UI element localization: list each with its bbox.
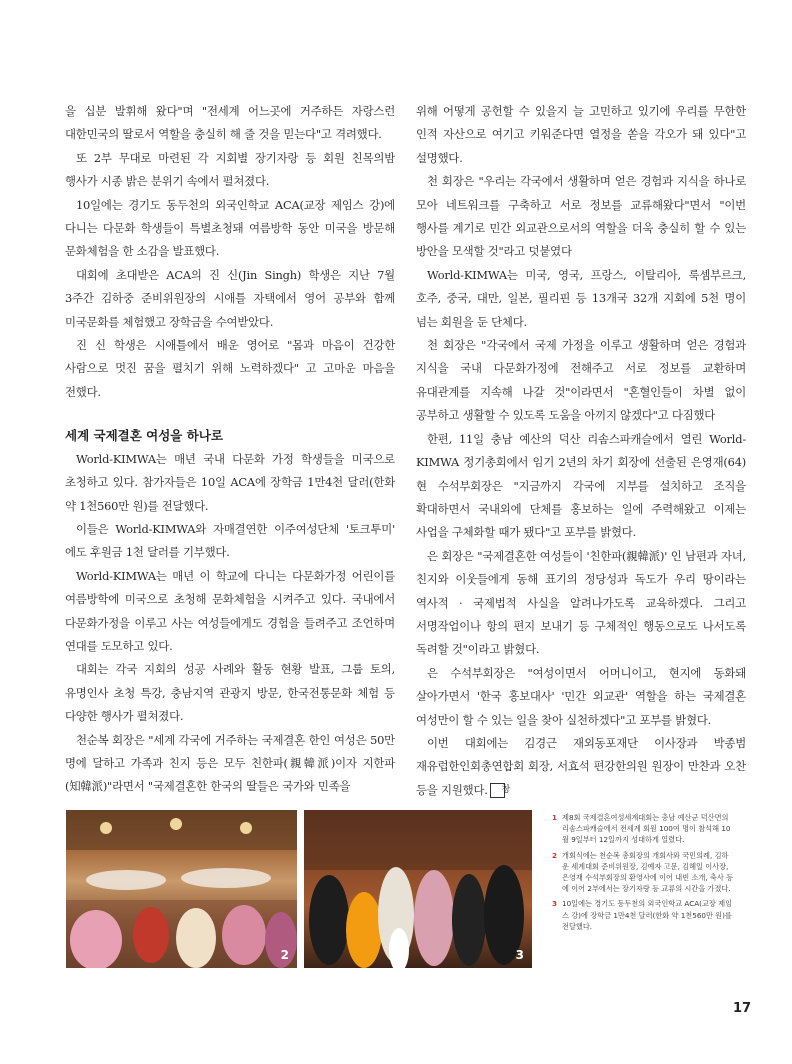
body-paragraph: 은 수석부회장은 "여성이면서 어머니이고, 현지에 동화돼 살아가면서 '한국 홍보대사' '민간 외교관' 역할을 하는 국제결혼 여성만이 할 수 있는 일을 찾아 실천하겠다"고 포부를 밝혔다. (416, 665, 746, 727)
body-paragraph: 진 신 학생은 시애틀에서 배운 영어로 "몸과 마음이 건강한 사람으로 멋진 꿈을 펼치기 위해 노력하겠다" 고 고마운 마음을 전했다. (65, 338, 395, 399)
right-column (416, 100, 746, 802)
body-paragraph: 대회는 각국 지회의 성공 사례와 활동 현황 발표, 그룹 토의, 유명인사 초청 특강, 충남지역 관광지 방문, 한국전통문화 체험 등 다양한 행사가 펼쳐졌다. (65, 662, 395, 724)
caption-number: 3 (552, 899, 558, 909)
section-heading: 세계 국제결혼 여성을 하나로 (65, 428, 223, 444)
body-paragraph: 천 회장은 "각국에서 국제 가정을 이루고 생활하며 얻은 경험과 지식을 국내 다문화가정에 전해주고 서로 정보를 교환하며 유대관계를 지속해 나갈 것"이라면서 "혼혈인들이 차별 없이 공부하고 생활할 수 있도록 도움을 아끼지 않겠다"고 다짐했다 (416, 338, 746, 423)
body-paragraph: 은 회장은 "국제결혼한 여성들이 '친한파(親韓派)' 인 남편과 자녀, 친지와 이웃들에게 동해 표기의 정당성과 독도가 우리 땅이라는 역사적 · 국제법적 사실을 알려나가도록 교육하겠다. 그리고 서명작업이나 항의 편지 보내기 등 구체적인 행동으로도 나서도록 독려할 것"이라고 밝혔다. (416, 548, 746, 657)
end-mark-icon: 창 (490, 783, 505, 798)
photo-captions (552, 812, 734, 936)
body-paragraph: World-KIMWA는 미국, 영국, 프랑스, 이탈리아, 룩셈부르크, 호주, 중국, 대만, 일본, 필리핀 등 13개국 32개 지회에 5천 명이 넘는 회원을 둔 단체다. (416, 267, 746, 329)
closing-text: 이번 대회에는 김경근 재외동포재단 이사장과 박종범 재유럽한인회총연합회 회장, 서효석 편강한의원 원장이 만찬과 오찬 등을 지원했다. (416, 735, 746, 797)
caption-number: 1 (552, 813, 558, 822)
caption-item (552, 812, 734, 846)
page-number: 17 (733, 1001, 752, 1016)
body-paragraph: 또 2부 무대로 마련된 각 지회별 장기자랑 등 회원 친목의밤 행사가 시종 밝은 분위기 속에서 펼쳐졌다. (65, 150, 395, 189)
body-paragraph: World-KIMWA는 매년 이 학교에 다니는 다문화가정 어린이를 여름방학에 미국으로 초청해 문화체험을 시켜주고 있다. 국내에서 다문화가정을 이루고 사는 여성들에게도 경험을 들려주고 조언하며 연대를 도모하고 있다. (65, 568, 395, 653)
body-paragraph: 이들은 World-KIMWA와 자매결연한 이주여성단체 '토크투미' 에도 후원금 1천 달러를 기부했다. (65, 521, 395, 560)
body-paragraph: 천 회장은 "우리는 각국에서 생활하며 얻은 경험과 지식을 하나로 모아 네트워크를 구축하고 서로 정보를 교류해왔다"면서 "이번 행사를 계기로 민간 외교관으로서의 역할을 더욱 충실히 할 수 있는 방안을 모색할 것"라고 덧붙였다 (416, 174, 746, 259)
group-illustration (304, 810, 532, 968)
body-paragraph: 천순복 회장은 "세계 각국에 거주하는 국제결혼 한인 여성은 50만 명에 달하고 가족과 친지 등은 모두 친한파(親韓派)이자 지한파(知韓派)"라면서 "국제결혼한 한국의 딸들은 국가와 민족을 (65, 732, 395, 794)
body-paragraph: 10일에는 경기도 동두천의 외국인학교 ACA(교장 제임스 강)에 다니는 다문화 학생들이 특별초청돼 여름방학 동안 미국을 방문해 문화체험을 한 소감을 발표했다. (65, 197, 395, 259)
caption-item (552, 850, 734, 895)
left-column (65, 100, 395, 799)
body-paragraph: 위해 어떻게 공헌할 수 있을지 늘 고민하고 있기에 우리를 무한한 인적 자산으로 여기고 키워준다면 열정을 쏟을 각오가 돼 있다"고 설명했다. (416, 104, 746, 165)
body-paragraph: World-KIMWA는 매년 국내 다문화 가정 학생들을 미국으로 초청하고 있다. 참가자들은 10일 ACA에 장학금 1만4천 달러(한화 약 1천560만 원)를 전달했다. (65, 451, 395, 513)
body-paragraph: 을 십분 발휘해 왔다"며 "전세계 어느곳에 거주하든 자랑스런 대한민국의 딸로서 역할을 충실히 해 줄 것을 믿는다"고 격려했다. (65, 104, 395, 142)
body-paragraph: 대회에 초대받은 ACA의 진 신(Jin Singh) 학생은 지난 7월 3주간 김하중 준비위원장의 시애틀 자택에서 영어 공부와 함께 미국문화를 체험했고 장학금을 수여받았다. (65, 267, 395, 329)
caption-text: 제8회 국제결혼여성세계대회는 충남 예산군 덕산면의 리솜스파캐슬에서 전세계 회원 100여 명이 참석해 10월 9일부터 12일까지 성대하게 열렸다. (562, 813, 731, 845)
caption-text: 10일에는 경기도 동두천의 외국인학교 ACA(교장 제임스 강)에 장학금 1만4천 달러(한화 약 1천560만 원)를 전달했다. (562, 899, 733, 931)
body-paragraph: 한편, 11일 충남 예산의 덕산 리솜스파캐슬에서 열린 World-KIMWA 정기총회에서 임기 2년의 차기 회장에 선출된 은영재(64) 현 수석부회장은 "지금까지 각국에 지부를 설치하고 조직을 확대하면서 국내외에 단체를 홍보하는 일에 주력해왔고 이제는 사업을 구체화할 때가 됐다"고 포부를 밝혔다. (416, 431, 746, 540)
photo-number: 2 (280, 948, 289, 962)
body-paragraph (416, 732, 746, 802)
photo-group-portrait (304, 810, 532, 968)
photo-banquet-hall (66, 810, 297, 968)
crowd-illustration (66, 810, 297, 968)
photo-number: 3 (515, 948, 524, 962)
caption-number: 2 (552, 850, 558, 860)
caption-text: 개회식에는 천순복 총회장의 개회사와 국민의례, 김하운 세계대회 준비위원장, 김예자 고문, 김혜일 이사장, 은영재 수석부회장의 환영사에 이어 내빈 소개, 축사 등에 이어 2부에서는 장기자랑 등 교류의 시간을 가졌다. (562, 850, 734, 894)
caption-item (552, 898, 734, 932)
